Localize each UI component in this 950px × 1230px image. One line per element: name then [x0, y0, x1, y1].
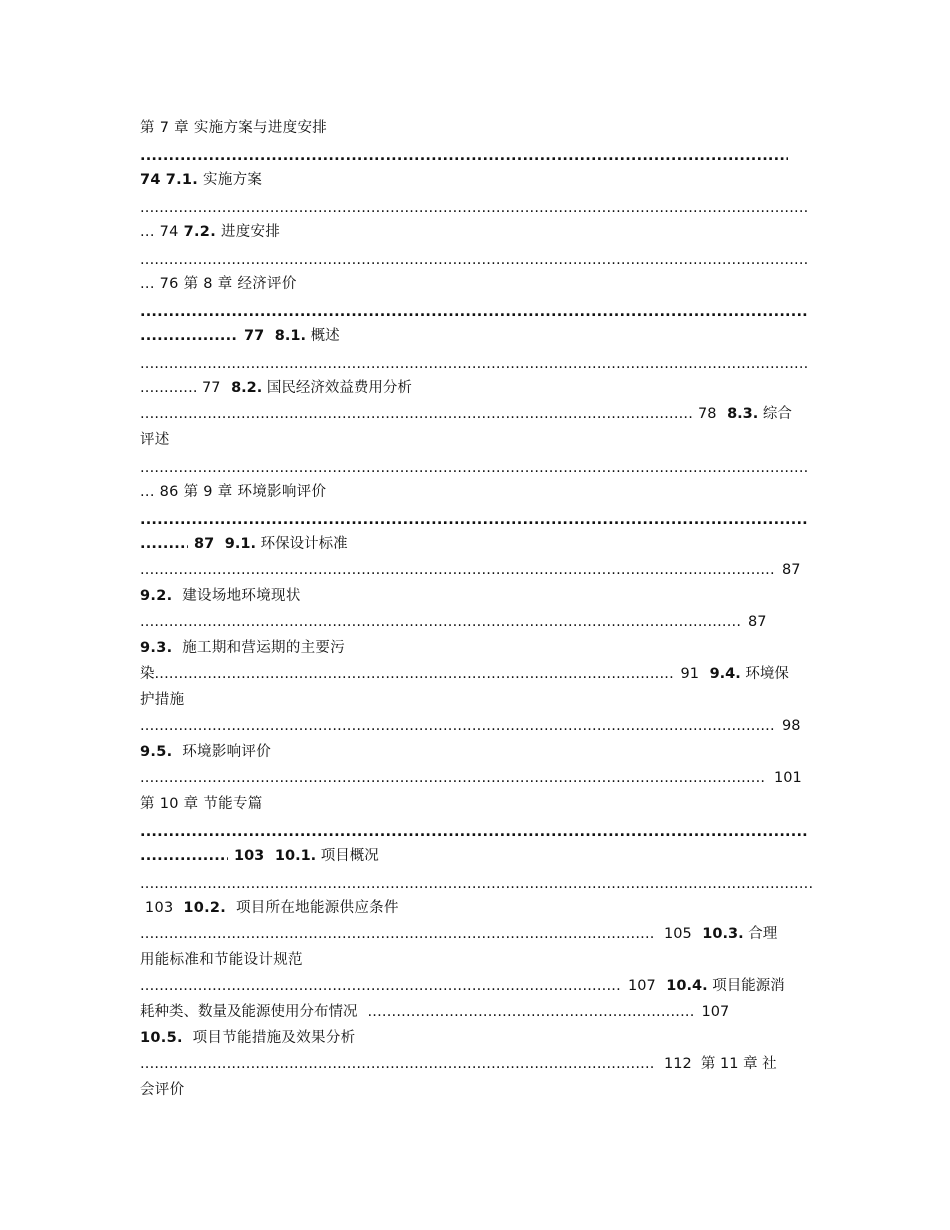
toc-8-3: ..... 78 8.3. 综合	[140, 404, 792, 424]
leader-dots	[140, 846, 228, 866]
leader-dots	[140, 250, 808, 270]
toc-10-1: ..... 103 10.1. 项目概况	[140, 846, 379, 866]
leader-dots	[140, 146, 788, 166]
toc-7-2: ... 74 7.2. 进度安排	[140, 224, 281, 240]
toc-9-4-page: ..... 98	[140, 716, 800, 736]
toc-chapter-11: ..... 112 第 11 章 社	[140, 1054, 777, 1074]
toc-chapter-10: 第 10 章 节能专篇	[140, 796, 263, 812]
toc-9-2-page: ..... 87	[140, 612, 766, 632]
leader-dots	[140, 1054, 656, 1074]
toc-7-1: 74 7.1. 实施方案	[140, 172, 263, 188]
toc-8-1: ..... 77 8.1. 概述	[140, 326, 340, 346]
leader-dots	[140, 354, 808, 374]
toc-9-4-cont: 护措施	[140, 692, 185, 708]
leader-dots	[140, 326, 238, 346]
leader-dots	[140, 302, 808, 322]
toc-chapter-8: ... 76 第 8 章 经济评价	[140, 276, 297, 292]
leader-dots	[368, 1002, 694, 1022]
leader-dots	[140, 458, 808, 478]
toc-10-4: ..... 107 10.4. 项目能源消	[140, 976, 785, 996]
toc-chapter-9: ... 86 第 9 章 环境影响评价	[140, 484, 327, 500]
leader-dots	[140, 976, 620, 996]
toc-8-2: ..... 77 8.2. 国民经济效益费用分析	[140, 378, 412, 398]
leader-dots	[140, 378, 196, 398]
leader-dots	[140, 198, 808, 218]
leader-dots	[140, 510, 808, 530]
leader-dots	[140, 612, 740, 632]
toc-8-3-cont: 评述	[140, 432, 170, 448]
toc-9-5: 9.5. 环境影响评价	[140, 744, 272, 760]
toc-chapter-11-cont: 会评价	[140, 1082, 185, 1098]
toc-10-5: 10.5. 项目节能措施及效果分析	[140, 1030, 356, 1046]
toc-9-1: ..... 87 9.1. 环保设计标准	[140, 534, 348, 554]
toc-10-3-cont: 用能标准和节能设计规范	[140, 952, 303, 968]
leader-dots	[140, 874, 812, 894]
leader-dots	[140, 716, 776, 736]
leader-dots	[140, 560, 776, 580]
leader-dots	[140, 404, 692, 424]
leader-dots	[140, 768, 766, 788]
leader-dots	[140, 822, 808, 842]
leader-dots	[140, 924, 656, 944]
toc-10-3: ..... 105 10.3. 合理	[140, 924, 777, 944]
toc-9-4: 染 ..... 91 9.4. 环境保	[140, 664, 789, 684]
toc-9-1-page: ..... 87	[140, 560, 800, 580]
leader-dots	[140, 534, 188, 554]
toc-9-3: 9.3. 施工期和营运期的主要污	[140, 640, 346, 656]
toc-10-2: 103 10.2. 项目所在地能源供应条件	[144, 900, 399, 916]
leader-dots	[155, 664, 673, 684]
toc-9-2: 9.2. 建设场地环境现状	[140, 588, 301, 604]
toc-chapter-7: 第 7 章 实施方案与进度安排	[140, 120, 328, 136]
toc-10-4-cont: 耗种类、数量及能源使用分布情况 ..... 107	[140, 1002, 729, 1022]
toc-9-5-page: ..... 101	[140, 768, 802, 788]
